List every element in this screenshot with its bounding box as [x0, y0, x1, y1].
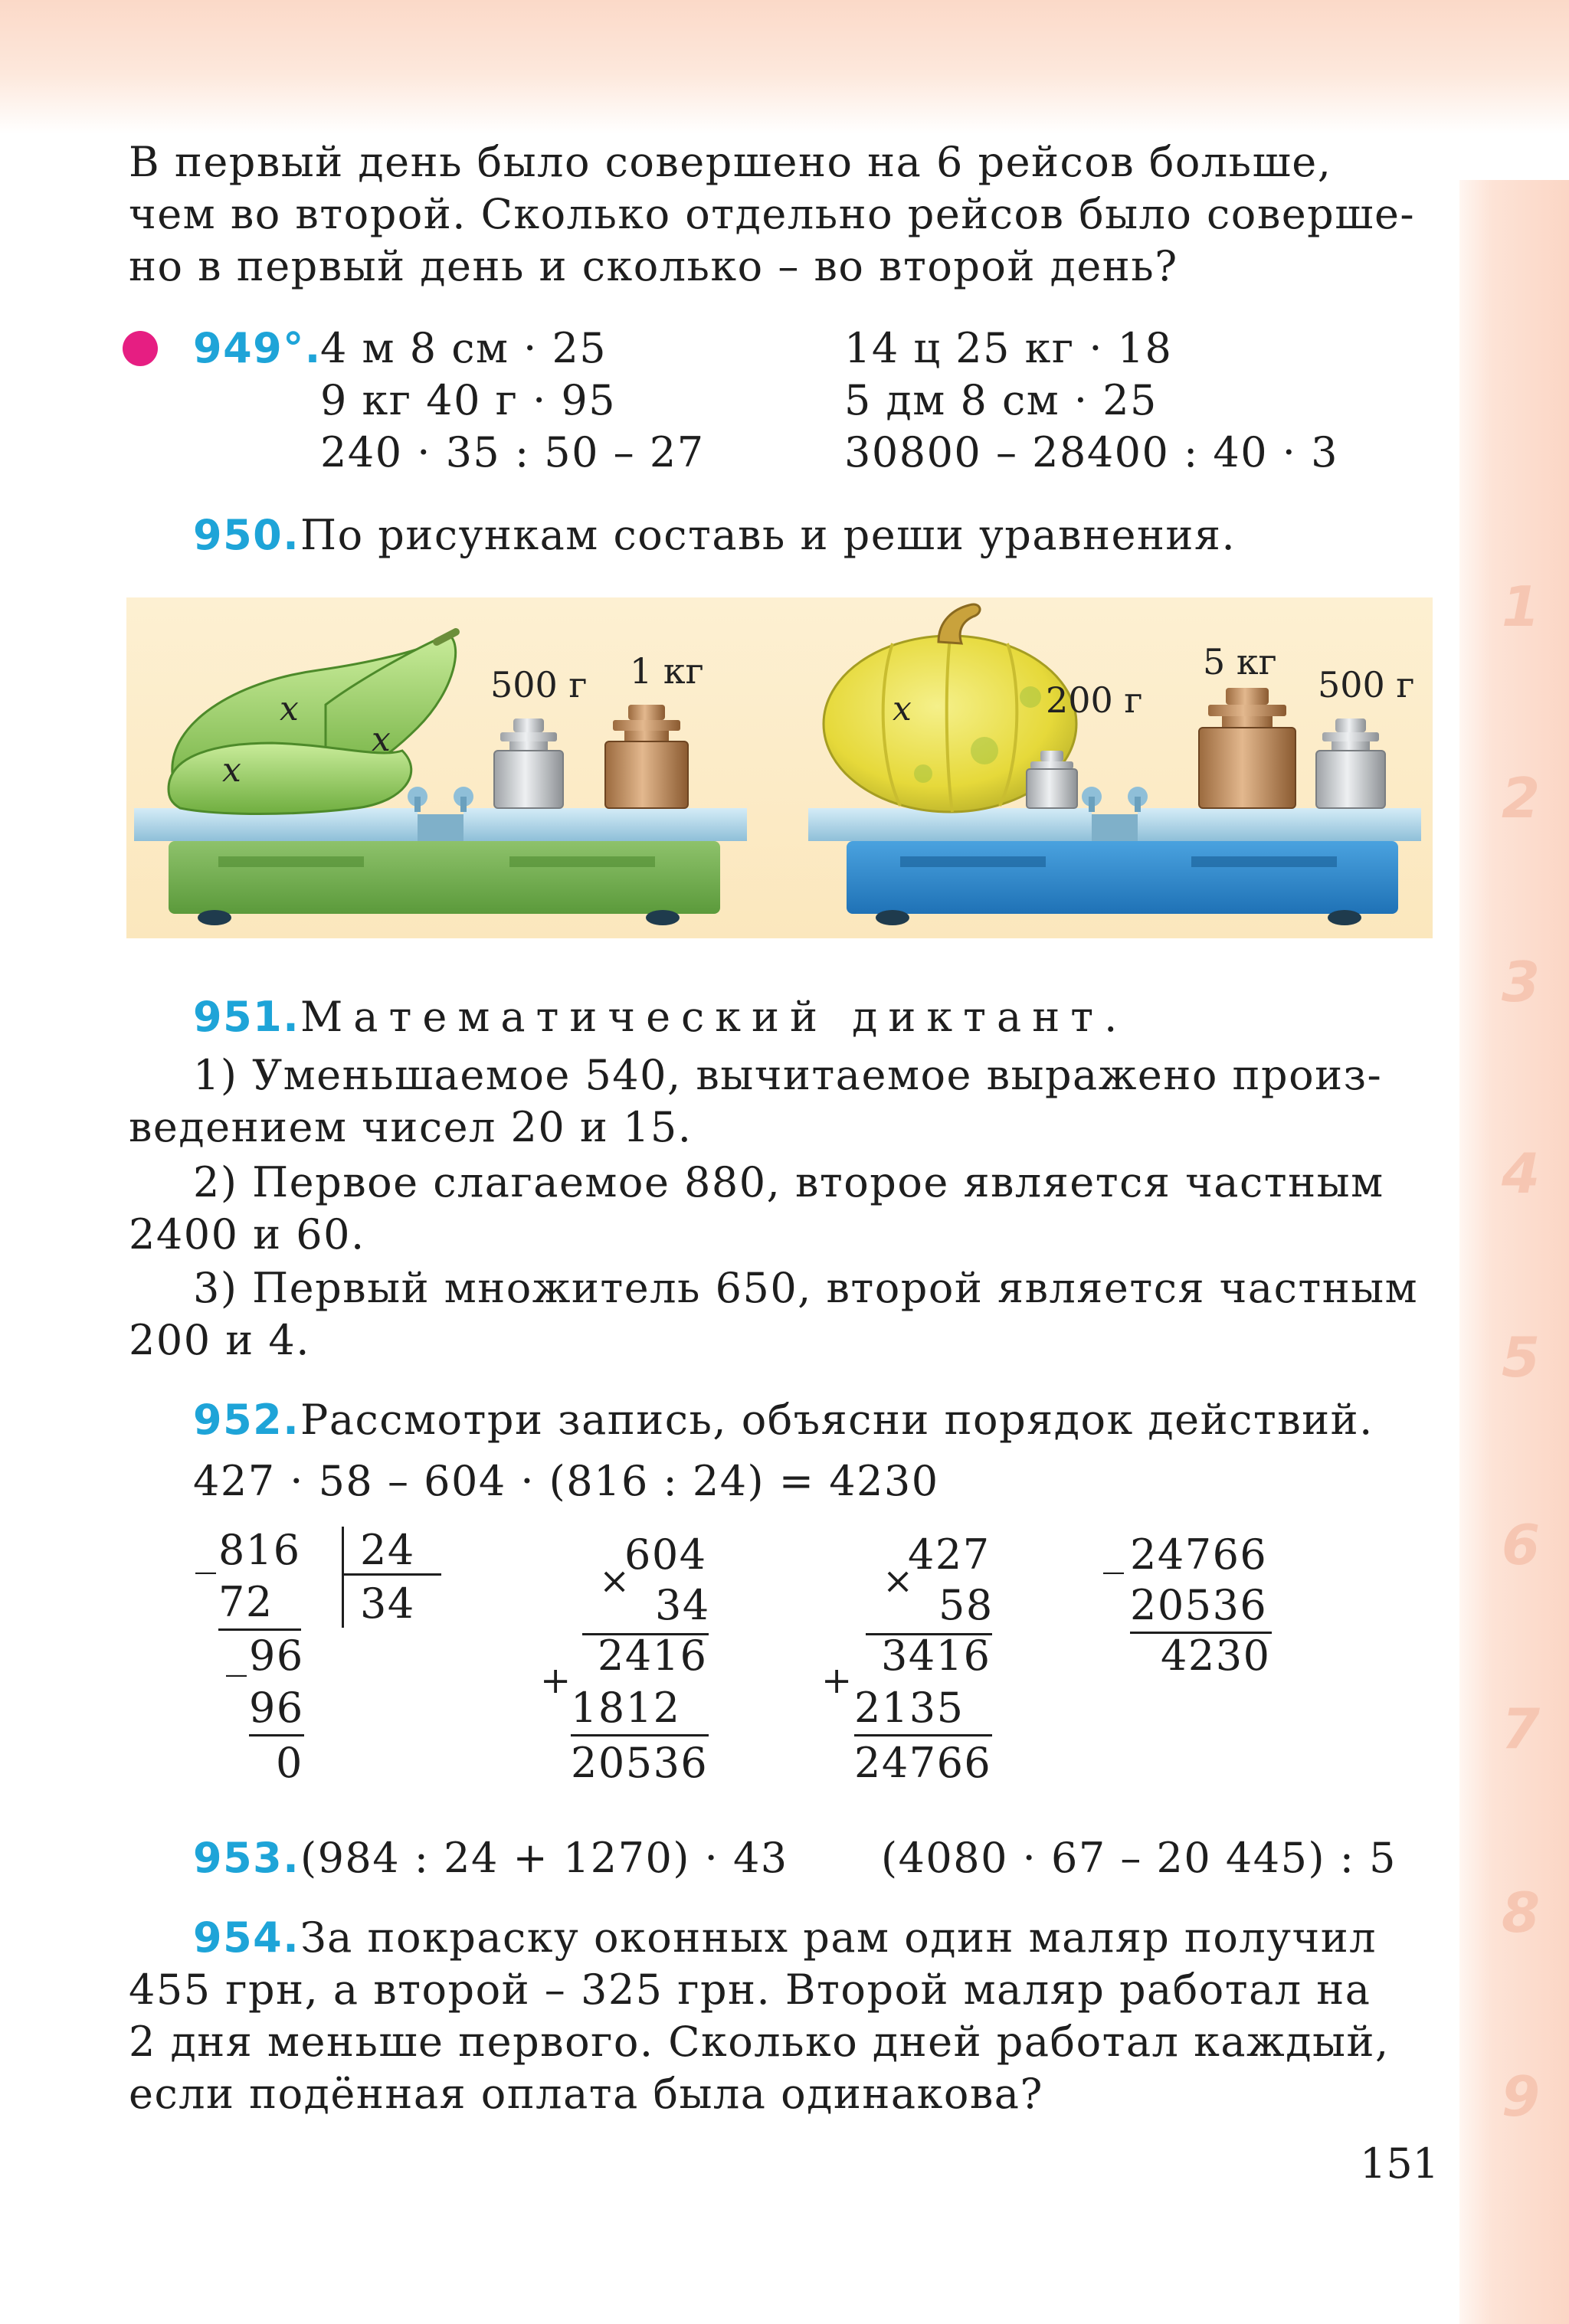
- marrow-x-label-1: x: [280, 689, 299, 728]
- ex951-line-6: 200 и 4.: [129, 1316, 310, 1364]
- mult2-total: 24766: [854, 1739, 992, 1787]
- mult1-p1: 2416: [598, 1632, 708, 1680]
- ex953-expr-2: (4080 · 67 – 20 445) : 5: [881, 1834, 1397, 1882]
- division-minus-1: _: [195, 1526, 218, 1574]
- ex950-text: По рисункам составь и реши уравнения.: [300, 511, 1237, 559]
- division-dividend: 816: [218, 1526, 301, 1574]
- marrow-x-label-2: x: [372, 720, 391, 759]
- chapter-side-strip: [1459, 180, 1569, 2324]
- ex952-text: Рассмотри запись, объясни порядок действий.: [300, 1396, 1374, 1444]
- side-tab-2: 2: [1501, 766, 1541, 830]
- side-tab-7: 7: [1501, 1697, 1541, 1761]
- sub-b: 20536: [1130, 1581, 1268, 1629]
- mult2-p1: 3416: [881, 1632, 991, 1680]
- ex953-expr-1: (984 : 24 + 1270) · 43: [300, 1834, 788, 1882]
- division-divisor: 24: [360, 1526, 415, 1574]
- mult1-plus-sign: +: [540, 1659, 572, 1702]
- ex951-title: Математический диктант.: [300, 993, 1128, 1041]
- sub-minus-sign: _: [1103, 1526, 1125, 1574]
- mult1-line-2: [571, 1734, 709, 1736]
- division-bar-vertical: [342, 1527, 344, 1628]
- intro-line-3: но в первый день и сколько – во второй день?: [129, 242, 1178, 290]
- key-task-bullet-icon: [123, 331, 158, 366]
- side-tab-5: 5: [1501, 1325, 1541, 1389]
- mult2-plus-sign: +: [821, 1659, 853, 1702]
- mult1-total: 20536: [571, 1739, 709, 1787]
- ex949-right-1: 14 ц 25 кг · 18: [844, 324, 1173, 372]
- ex954-line-3: 2 дня меньше первого. Сколько дней работал каждый,: [129, 2018, 1390, 2066]
- mult2-times-sign: ×: [883, 1560, 914, 1602]
- weight-1kg: [605, 705, 688, 808]
- ex951-line-5: 3) Первый множитель 650, второй является частным: [193, 1264, 1419, 1312]
- division-rem-1: 96: [249, 1632, 304, 1680]
- division-quotient: 34: [360, 1579, 415, 1628]
- exercise-954-number: 954.: [193, 1913, 300, 1962]
- ex949-left-3: 240 · 35 : 50 – 27: [320, 428, 705, 476]
- ex949-right-3: 30800 – 28400 : 40 · 3: [844, 428, 1338, 476]
- side-tab-3: 3: [1501, 950, 1541, 1014]
- mult1-p2: 1812: [571, 1684, 681, 1732]
- side-tab-6: 6: [1501, 1513, 1541, 1577]
- sub-a: 24766: [1130, 1530, 1268, 1579]
- weight-label-500g-1: 500 г: [490, 664, 588, 705]
- division-result: 0: [276, 1739, 303, 1787]
- mult1-b: 34: [655, 1581, 710, 1629]
- ex951-line-1: 1) Уменьшаемое 540, вычитаемое выражено произ-: [193, 1051, 1383, 1099]
- exercise-950-number: 950.: [193, 511, 300, 559]
- ex954-line-2: 455 грн, а второй – 325 грн. Второй маляр работал на: [129, 1966, 1371, 2014]
- side-tab-8: 8: [1501, 1880, 1541, 1945]
- division-line-2: [249, 1734, 304, 1736]
- ex949-right-2: 5 дм 8 см · 25: [844, 376, 1158, 424]
- division-minus-2: _: [226, 1628, 248, 1677]
- mult1-a: 604: [624, 1530, 707, 1579]
- weight-label-5kg: 5 кг: [1203, 641, 1277, 682]
- intro-line-1: В первый день было совершено на 6 рейсов больше,: [129, 138, 1332, 186]
- weight-label-200g: 200 г: [1046, 679, 1143, 721]
- exercise-952-number: 952.: [193, 1396, 300, 1444]
- ex954-line-4: если подённая оплата была одинакова?: [129, 2070, 1043, 2118]
- division-sub-1: 72: [218, 1578, 274, 1626]
- mult2-b: 58: [938, 1581, 994, 1629]
- side-tab-1: 1: [1501, 574, 1541, 639]
- exercise-949-number: 949°.: [193, 324, 322, 372]
- ex951-line-4: 2400 и 60.: [129, 1210, 365, 1259]
- division-sub-2: 96: [249, 1684, 304, 1732]
- weight-label-1kg: 1 кг: [630, 650, 704, 692]
- exercise-953-number: 953.: [193, 1834, 300, 1882]
- pumpkin-x-label: x: [893, 689, 912, 728]
- mult2-a: 427: [908, 1530, 991, 1579]
- ex952-expression: 427 · 58 – 604 · (816 : 24) = 4230: [193, 1457, 939, 1505]
- ex954-line-1: За покраску оконных рам один маляр получил: [300, 1913, 1377, 1962]
- page-number: 151: [1360, 2139, 1440, 2188]
- mult1-times-sign: ×: [599, 1560, 631, 1602]
- ex949-left-1: 4 м 8 см · 25: [320, 324, 608, 372]
- weight-label-500g-2: 500 г: [1318, 664, 1415, 705]
- scales-illustration: [126, 597, 1433, 938]
- side-tab-4: 4: [1501, 1141, 1541, 1206]
- ex951-line-3: 2) Первое слагаемое 880, второе является частным: [193, 1158, 1384, 1206]
- exercise-951-number: 951.: [193, 993, 300, 1041]
- intro-line-2: чем во второй. Сколько отдельно рейсов было соверше-: [129, 190, 1416, 238]
- mult2-p2: 2135: [854, 1684, 965, 1732]
- side-tab-9: 9: [1501, 2064, 1541, 2129]
- marrow-x-label-3: x: [222, 751, 241, 790]
- mult2-line-2: [854, 1734, 992, 1736]
- weight-5kg: [1199, 688, 1295, 808]
- page-header-band: [0, 0, 1569, 134]
- ex949-left-2: 9 кг 40 г · 95: [320, 376, 617, 424]
- ex951-line-2: ведением чисел 20 и 15.: [129, 1103, 693, 1151]
- sub-result: 4230: [1161, 1632, 1271, 1680]
